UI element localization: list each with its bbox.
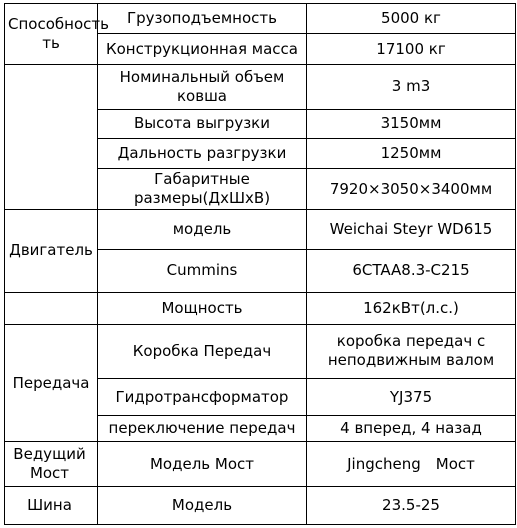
param-cell: Cummins — [98, 250, 307, 292]
param-cell: Номинальный объем ковша — [98, 65, 307, 109]
value-cell: 162кВт(л.с.) — [307, 292, 516, 324]
group-label: Способность — [8, 15, 109, 34]
table-row — [5, 442, 516, 486]
value-cell: 23.5-25 — [307, 486, 516, 524]
param-cell: Высота выгрузки — [98, 109, 307, 138]
table-row — [5, 4, 516, 34]
param-cell: модель — [98, 210, 307, 250]
group-drive-axle: Ведущий Мост — [5, 442, 98, 486]
param-cell: Мощность — [98, 292, 307, 324]
table-row — [5, 324, 516, 378]
value-cell: Weichai Steyr WD615 — [307, 210, 516, 250]
group-blank — [5, 292, 98, 324]
value-cell: 3 m3 — [307, 65, 516, 109]
value-cell: 4 вперед, 4 назад — [307, 416, 516, 442]
param-cell: Грузоподъемность — [98, 4, 307, 34]
param-cell: Коробка Передач — [98, 324, 307, 378]
param-cell: Конструкционная масса — [98, 34, 307, 65]
group-label-wrap: ть — [42, 34, 60, 53]
param-cell: Модель Мост — [98, 442, 307, 486]
value-cell: 6CTAA8.3-C215 — [307, 250, 516, 292]
group-transmission: Передача — [5, 324, 98, 442]
spec-table — [4, 3, 516, 525]
value-cell: 1250мм — [307, 138, 516, 168]
value-cell: 7920×3050×3400мм — [307, 168, 516, 209]
value-cell: 17100 кг — [307, 34, 516, 65]
table-row — [5, 292, 516, 324]
value-cell: 5000 кг — [307, 4, 516, 34]
param-cell: Модель — [98, 486, 307, 524]
value-cell: Jingcheng Мост — [307, 442, 516, 486]
value-cell: YJ375 — [307, 379, 516, 416]
group-engine: Двигатель — [5, 210, 98, 292]
group-blank — [5, 65, 98, 210]
param-cell: переключение передач — [98, 416, 307, 442]
param-cell: Гидротрансформатор — [98, 379, 307, 416]
group-capacity — [5, 4, 109, 65]
table-row — [5, 210, 516, 250]
param-cell: Дальность разгрузки — [98, 138, 307, 168]
value-cell: 3150мм — [307, 109, 516, 138]
value-cell: коробка передач с неподвижным валом — [307, 324, 516, 378]
table-row — [5, 486, 516, 524]
table-row — [5, 65, 516, 109]
group-tire: Шина — [5, 486, 98, 524]
param-cell: Габаритные размеры(ДхШхВ) — [98, 168, 307, 209]
